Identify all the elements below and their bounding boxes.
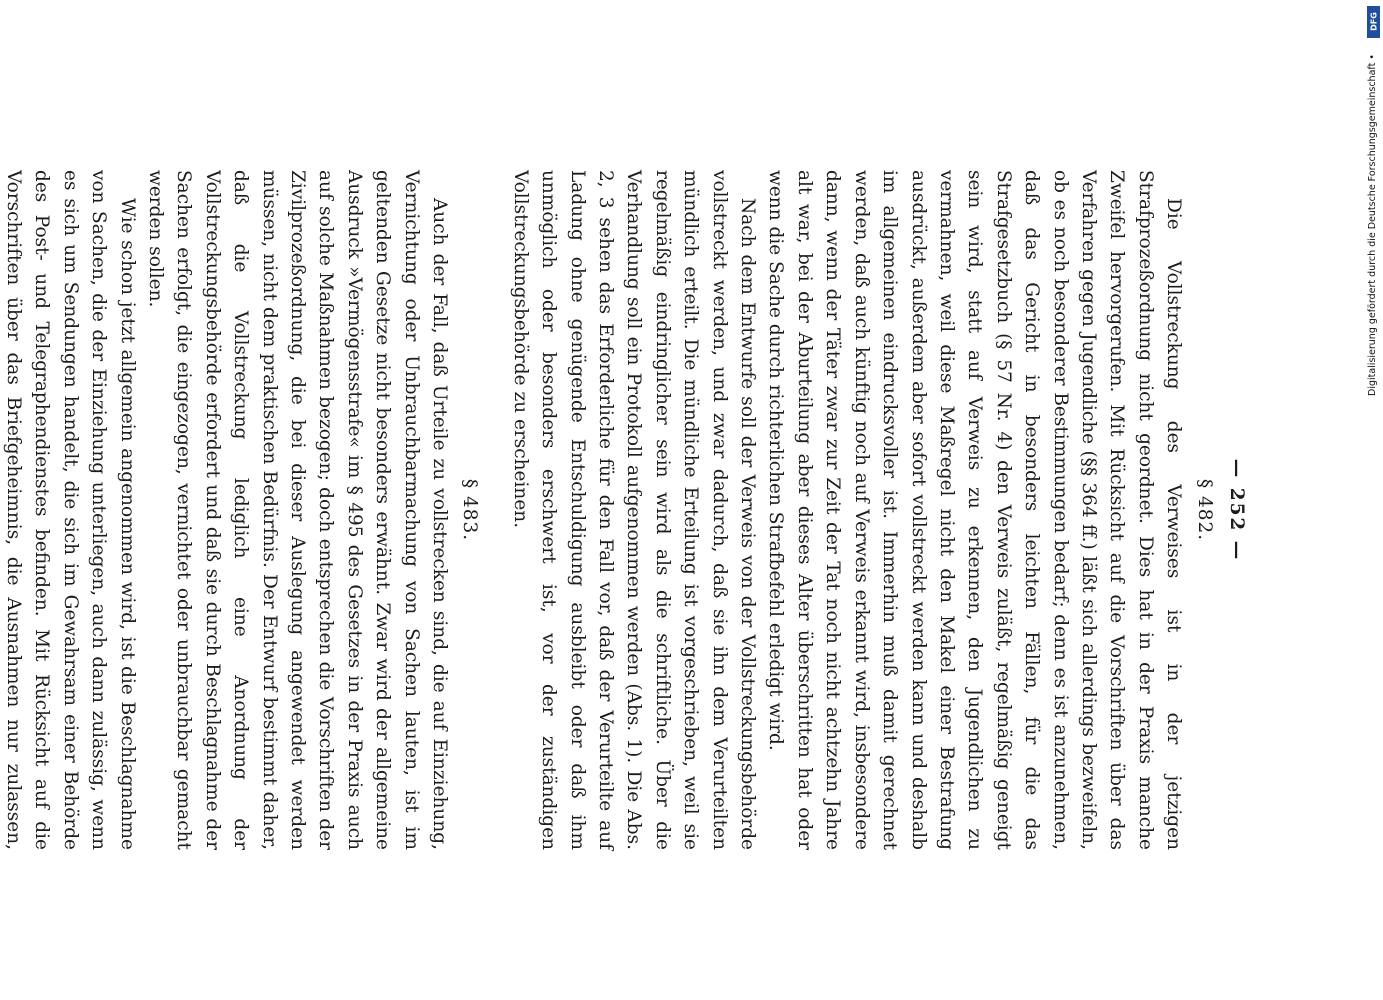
rotated-document-page [2, 170, 1250, 850]
section-heading-482: § 482. [1193, 478, 1215, 542]
digitization-credit [1366, 6, 1380, 406]
digitization-credit-text: Digitalisierung gefördert durch die Deutsche Forschungsgemeinschaft • [1367, 54, 1378, 396]
paragraph-483-1: Auch der Fall, daß Urteile zu vollstrecken sind, die auf Einziehung, Vernichtung oder Unbrauchbarmachung von Sachen lauten, ist im geltenden Gesetze nicht besonders erwähnt. Zwar wird der allgemeine Ausdruck »Vermögensstrafe« im § 495 des Gesetzes in der Praxis auch auf solche Maßnahmen bezogen; doch entsprechen die Vorschriften der Zivilprozeßordnung, die bei dieser Auslegung angewendet werden müssen, nicht dem praktischen Bedürfnis. Der Entwurf bestimmt daher, daß die Vollstreckung lediglich eine Anordnung der Vollstreckungsbehörde erfordert und daß sie durch Beschlagnahme der Sachen erfolgt, die eingezogen, vernichtet oder unbrauchbar gemacht werden sollen. [144, 170, 451, 850]
paragraph-482-1: Die Vollstreckung des Verweises ist in der jetzigen Strafprozeßordnung nicht geordnet. Dies hat in der Praxis manche Zweifel hervorgerufen. Mit Rücksicht auf die Vorschriften über das Verfahren gegen Jugendliche (§§ 364 ff.) läßt sich allerdings bezweifeln, ob es noch besonderer Bestimmungen bedarf; denn es ist anzunehmen, daß das Gericht in besonders leichten Fällen, für die das Strafgesetzbuch (§ 57 Nr. 4) den Verweis zuläßt, regelmäßig geneigt sein wird, statt auf Verweis zu erkennen, den Jugendlichen zu vermahnen, weil diese Maßregel nicht den Makel einer Bestrafung ausdrückt, außerdem aber sofort vollstreckt werden kann und deshalb im allgemeinen eindrucksvoller ist. Immerhin muß damit gerechnet werden, daß auch künftig noch auf Verweis erkannt wird, insbesondere dann, wenn der Täter zwar zur Zeit der Tat noch nicht achtzehn Jahre alt war, bei der Aburteilung aber dieses Alter überschritten hat oder wenn die Sache durch richterlichen Strafbefehl erledigt wird. [765, 170, 1185, 850]
paragraph-483-2: Wie schon jetzt allgemein angenommen wird, ist die Beschlagnahme von Sachen, die der Einziehung unterliegen, auch dann zulässig, wenn es sich um Sendungen handelt, die sich im Gewahrsam einer Behörde des Post- und Telegraphendienstes befinden. Mit Rücksicht auf die Vorschriften über das Briefgeheimnis, die Ausnahmen nur zulassen, [2, 170, 138, 850]
page-number: — 252 — [1226, 458, 1247, 562]
paragraph-482-2: Nach dem Entwurfe soll der Verweis von der Vollstreckungsbehörde vollstreckt werden, und zwar dadurch, daß sie ihn dem Verurteilten mündlich erteilt. Die mündliche Erteilung ist vorgeschrieben, weil sie regelmäßig eindringlicher sein wird als die schriftliche. Über die Verhandlung soll ein Protokoll aufgenommen werden (Abs. 1). Die Abs. 2, 3 sehen das Erforderliche für den Fall vor, daß der Verurteilte auf Ladung ohne genügende Entschuldigung ausbleibt oder daß ihm unmöglich oder besonders erschwert ist, vor der zuständigen Vollstreckungsbehörde zu erscheinen. [509, 170, 759, 850]
dfg-logo: DFG [1367, 6, 1380, 38]
section-heading-483: § 483. [459, 478, 481, 542]
